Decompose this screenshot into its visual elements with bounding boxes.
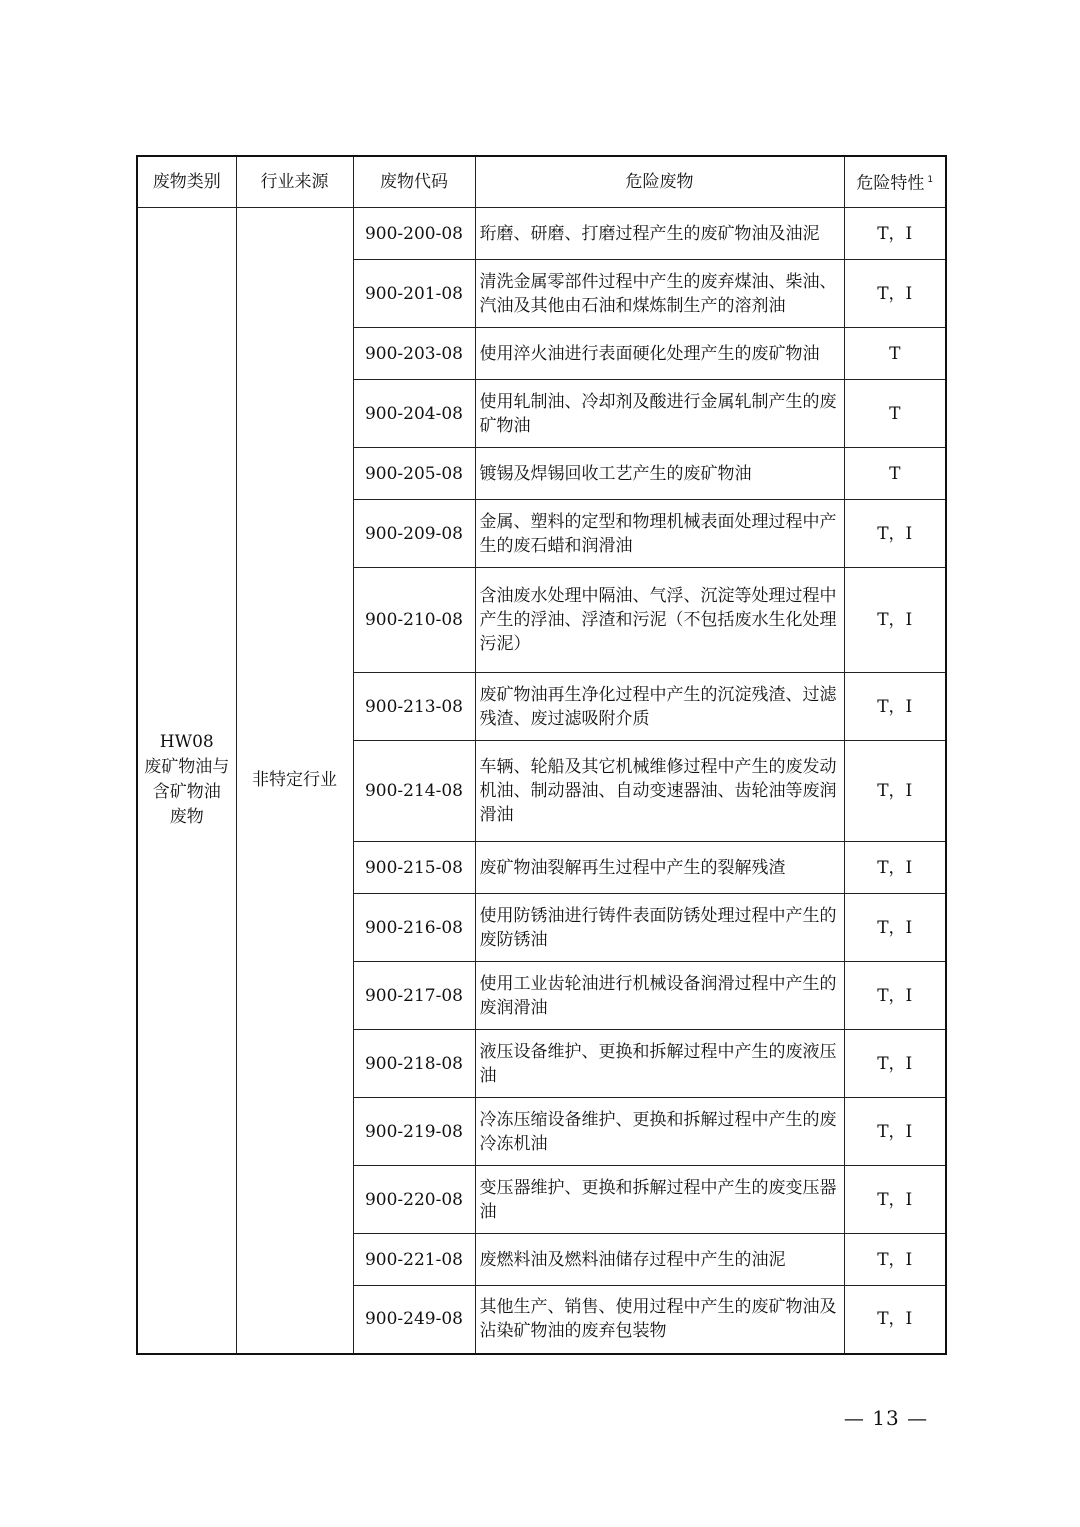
hazardous-waste-table [136,155,947,1355]
hazard-property-cell: T [844,448,946,500]
header-code: 废物代码 [353,156,475,208]
waste-description-cell: 金属、塑料的定型和物理机械表面处理过程中产生的废石蜡和润滑油 [475,500,844,568]
page-number: — 13 — [843,1406,929,1430]
hazard-property-cell: T [844,380,946,448]
waste-description-cell: 车辆、轮船及其它机械维修过程中产生的废发动机油、制动器油、自动变速器油、齿轮油等废润滑油 [475,741,844,842]
waste-description-cell: 含油废水处理中隔油、气浮、沉淀等处理过程中产生的浮油、浮渣和污泥（不包括废水生化处理污泥） [475,568,844,673]
waste-description-cell: 变压器维护、更换和拆解过程中产生的废变压器油 [475,1166,844,1234]
table-row [137,208,946,260]
category-code: HW08 [159,732,214,753]
hazard-property-cell: T，I [844,741,946,842]
waste-description-cell: 使用工业齿轮油进行机械设备润滑过程中产生的废润滑油 [475,962,844,1030]
header-waste: 危险废物 [475,156,844,208]
waste-description-cell: 冷冻压缩设备维护、更换和拆解过程中产生的废冷冻机油 [475,1098,844,1166]
category-name-line1: 废矿物油与 [144,757,230,778]
hazard-property-cell: T，I [844,500,946,568]
waste-code-cell: 900-204-08 [353,380,475,448]
waste-code-cell: 900-249-08 [353,1286,475,1354]
category-cell [137,208,236,1354]
hazard-property-cell: T，I [844,1166,946,1234]
header-row [137,156,946,208]
waste-description-cell: 使用淬火油进行表面硬化处理产生的废矿物油 [475,328,844,380]
waste-code-cell: 900-200-08 [353,208,475,260]
hazard-property-cell: T，I [844,673,946,741]
waste-description-cell: 珩磨、研磨、打磨过程产生的废矿物油及油泥 [475,208,844,260]
hazard-property-cell: T，I [844,568,946,673]
waste-code-cell: 900-205-08 [353,448,475,500]
waste-description-cell: 镀锡及焊锡回收工艺产生的废矿物油 [475,448,844,500]
waste-code-cell: 900-215-08 [353,842,475,894]
hazard-property-cell: T，I [844,1286,946,1354]
hazard-property-cell: T，I [844,260,946,328]
waste-code-cell: 900-220-08 [353,1166,475,1234]
hazard-property-cell: T，I [844,894,946,962]
category-name-line2: 含矿物油 [152,782,221,803]
header-property [844,156,946,208]
hazard-property-cell: T，I [844,842,946,894]
header-source: 行业来源 [236,156,353,208]
waste-description-cell: 废矿物油裂解再生过程中产生的裂解残渣 [475,842,844,894]
hazard-property-cell: T，I [844,1030,946,1098]
waste-code-cell: 900-203-08 [353,328,475,380]
header-category: 废物类别 [137,156,236,208]
waste-code-cell: 900-213-08 [353,673,475,741]
waste-code-cell: 900-210-08 [353,568,475,673]
waste-description-cell: 其他生产、销售、使用过程中产生的废矿物油及沾染矿物油的废弃包装物 [475,1286,844,1354]
waste-description-cell: 废燃料油及燃料油储存过程中产生的油泥 [475,1234,844,1286]
waste-code-cell: 900-217-08 [353,962,475,1030]
waste-code-cell: 900-201-08 [353,260,475,328]
header-property-label: 危险特性 [856,173,925,194]
waste-code-cell: 900-214-08 [353,741,475,842]
waste-description-cell: 液压设备维护、更换和拆解过程中产生的废液压油 [475,1030,844,1098]
hazard-property-cell: T，I [844,208,946,260]
hazard-property-cell: T，I [844,962,946,1030]
hazard-property-cell: T，I [844,1098,946,1166]
industry-source-cell: 非特定行业 [236,208,353,1354]
waste-description-cell: 废矿物油再生净化过程中产生的沉淀残渣、过滤残渣、废过滤吸附介质 [475,673,844,741]
waste-description-cell: 使用轧制油、冷却剂及酸进行金属轧制产生的废矿物油 [475,380,844,448]
waste-code-cell: 900-221-08 [353,1234,475,1286]
waste-description-cell: 使用防锈油进行铸件表面防锈处理过程中产生的废防锈油 [475,894,844,962]
waste-code-cell: 900-209-08 [353,500,475,568]
waste-description-cell: 清洗金属零部件过程中产生的废弃煤油、柴油、汽油及其他由石油和煤炼制生产的溶剂油 [475,260,844,328]
footnote-marker: 1 [927,175,934,186]
waste-code-cell: 900-216-08 [353,894,475,962]
hazard-property-cell: T [844,328,946,380]
waste-code-cell: 900-218-08 [353,1030,475,1098]
category-name-line3: 废物 [169,807,204,828]
hazard-property-cell: T，I [844,1234,946,1286]
waste-code-cell: 900-219-08 [353,1098,475,1166]
